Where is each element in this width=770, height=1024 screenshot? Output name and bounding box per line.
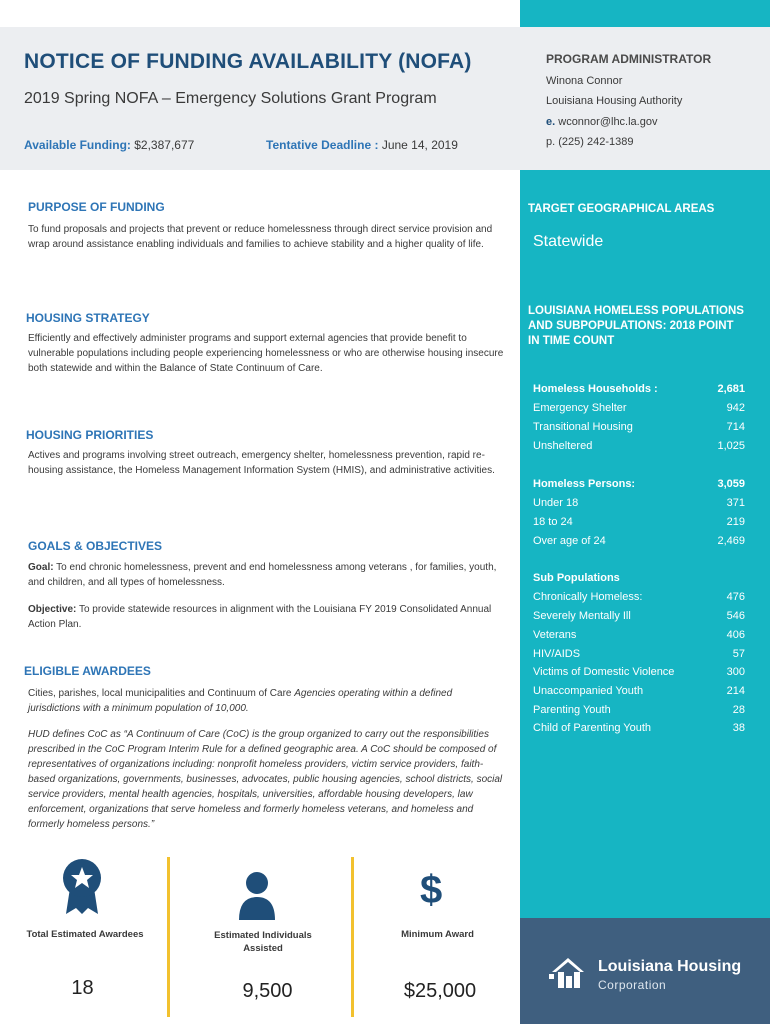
stat-label: Under 18 <box>533 497 579 509</box>
strategy-text: Efficiently and effectively administer programs and support external agencies that provide benefit to vulnerable populations including people experiencing homelessness or who are otherwise housing insecure both statewide and within the Balance of State Continuum of Care. <box>28 333 504 374</box>
stat-value: 714 <box>726 421 745 433</box>
admin-heading: PROGRAM ADMINISTRATOR <box>546 52 712 66</box>
person-icon <box>237 870 277 920</box>
stat-label: 18 to 24 <box>533 516 573 528</box>
stat-value: 28 <box>732 704 745 716</box>
priorities-text: Actives and programs involving street outreach, emergency shelter, homelessness prevention, rapid re-housing assistance, the Homeless Management Information System (HMIS), and administrative activities. <box>28 450 495 476</box>
stat-value: 3,059 <box>717 478 745 490</box>
stat-value: 2,681 <box>717 383 745 395</box>
stat-label: Over age of 24 <box>533 535 606 547</box>
logo-subname: Corporation <box>598 978 667 992</box>
funding-label: Available Funding: <box>24 138 131 152</box>
awardees-value: 18 <box>71 977 94 999</box>
stat-label: HIV/AIDS <box>533 648 581 660</box>
stat-label: Sub Populations <box>533 572 620 584</box>
populations-heading <box>528 304 744 349</box>
objective-body: To provide statewide resources in alignment with the Louisiana FY 2019 Consolidated Annual Action Plan. <box>28 604 492 630</box>
funding-value: $2,387,677 <box>134 138 195 152</box>
minimum-award-value: $25,000 <box>403 980 477 1002</box>
stat-row <box>533 722 745 738</box>
populations-heading-line: IN TIME COUNT <box>528 335 615 347</box>
stat-label: Chronically Homeless: <box>533 591 643 603</box>
stat-row <box>533 666 745 682</box>
priorities-heading: HOUSING PRIORITIES <box>26 428 154 442</box>
purpose-heading: PURPOSE OF FUNDING <box>28 200 165 214</box>
eligible-text <box>28 686 506 716</box>
stat-label: Unsheltered <box>533 440 593 452</box>
stat-label: Transitional Housing <box>533 421 633 433</box>
stat-row <box>533 629 745 645</box>
stat-value: 38 <box>732 722 745 734</box>
stat-row <box>533 440 745 456</box>
stat-value: 942 <box>726 402 745 414</box>
admin-name: Winona Connor <box>546 75 623 87</box>
stat-row <box>533 421 745 437</box>
eligible-heading: ELIGIBLE AWARDEES <box>24 664 151 678</box>
stat-row <box>533 648 745 664</box>
tentative-deadline <box>266 138 458 152</box>
target-heading: TARGET GEOGRAPHICAL AREAS <box>528 203 715 215</box>
minimum-award-label: Minimum Award <box>401 929 474 940</box>
deadline-value: June 14, 2019 <box>381 138 458 152</box>
purpose-text: To fund proposals and projects that prevent or reduce homelessness through direct service provision and wrap around assistance enabling individuals and families to achieve stability and a higher quality of life. <box>28 224 493 250</box>
stat-label: Parenting Youth <box>533 704 611 716</box>
stat-label: Victims of Domestic Violence <box>533 666 675 678</box>
house-logo-icon <box>548 952 588 992</box>
populations-heading-line: AND SUBPOPULATIONS: 2018 POINT <box>528 320 734 332</box>
email-link[interactable]: wconnor@lhc.la.gov <box>558 116 658 128</box>
goals-heading: GOALS & OBJECTIVES <box>28 539 163 553</box>
logo-name: Louisiana Housing <box>598 958 742 975</box>
stat-value: 371 <box>726 497 745 509</box>
dollar-icon: $ <box>420 868 443 912</box>
awardees-label: Total Estimated Awardees <box>26 929 144 940</box>
stat-value: 300 <box>726 666 745 678</box>
stat-value: 476 <box>726 591 745 603</box>
stat-row <box>533 402 745 418</box>
stat-value: 406 <box>726 629 745 641</box>
stat-label: Homeless Households : <box>533 383 658 395</box>
stat-label: Child of Parenting Youth <box>533 722 652 734</box>
stat-value: 219 <box>726 516 745 528</box>
target-value: Statewide <box>533 233 604 250</box>
email-label: e. <box>546 116 556 128</box>
stat-value: 214 <box>726 685 745 697</box>
award-ribbon-icon <box>62 858 102 916</box>
admin-phone: p. (225) 242-1389 <box>546 136 634 148</box>
populations-heading-line: LOUISIANA HOMELESS POPULATIONS <box>528 305 744 317</box>
stat-row <box>533 478 745 494</box>
stat-value: 546 <box>726 610 745 622</box>
stat-row <box>533 704 745 720</box>
stat-row <box>533 610 745 626</box>
individuals-value: 9,500 <box>242 980 293 1002</box>
stat-label: Unaccompanied Youth <box>533 685 644 697</box>
objective-text <box>28 602 506 632</box>
hud-definition: HUD defines CoC as “A Continuum of Care (CoC) is the group organized to carry out the responsibilities prescribed in the CoC Program Interim Rule for a defined geographic area. A CoC should be composed of representatives of organizations including: nonprofit homeless providers, victim service providers, faith-based organizations, governments, businesses, advocates, public housing agencies, school districts, social service providers, mental health agencies, hospitals, universities, affordable housing developers, law enforcement, organizations that serve homeless and formerly homeless veterans, and homeless and formerly homeless persons.” <box>28 729 503 830</box>
page-subtitle: 2019 Spring NOFA – Emergency Solutions Grant Program <box>24 90 437 107</box>
divider <box>167 857 170 1017</box>
available-funding <box>24 138 194 152</box>
stat-row <box>533 591 745 607</box>
stat-label: Veterans <box>533 629 577 641</box>
eligible-plain: Cities, parishes, local municipalities and Continuum of Care <box>28 688 295 699</box>
admin-org: Louisiana Housing Authority <box>546 95 683 107</box>
goal-text <box>28 560 506 590</box>
stat-row <box>533 516 745 532</box>
goal-body: To end chronic homelessness, prevent and end homelessness among veterans , for families, youth, and children, and all types of homelessness. <box>28 562 497 588</box>
objective-label: Objective: <box>28 604 77 615</box>
eligible-italic: Agencies operating within a defined jurisdictions with a minimum population of 10,000. <box>28 688 453 714</box>
stat-value: 1,025 <box>717 440 745 452</box>
stat-value: 57 <box>732 648 745 660</box>
stat-row <box>533 685 745 701</box>
stat-row <box>533 497 745 513</box>
page-title: NOTICE OF FUNDING AVAILABILITY (NOFA) <box>24 50 472 73</box>
strategy-heading: HOUSING STRATEGY <box>26 311 150 325</box>
stat-label: Emergency Shelter <box>533 402 627 414</box>
goal-label: Goal: <box>28 562 54 573</box>
admin-email <box>546 116 657 128</box>
stat-row <box>533 535 745 551</box>
divider <box>351 857 354 1017</box>
stat-label: Severely Mentally Ill <box>533 610 631 622</box>
sub-populations-heading <box>533 572 745 588</box>
individuals-label: Estimated Individuals Assisted <box>214 930 312 954</box>
stat-value: 2,469 <box>717 535 745 547</box>
stat-label: Homeless Persons: <box>533 478 636 490</box>
deadline-label: Tentative Deadline : <box>266 138 379 152</box>
stat-row <box>533 383 745 399</box>
